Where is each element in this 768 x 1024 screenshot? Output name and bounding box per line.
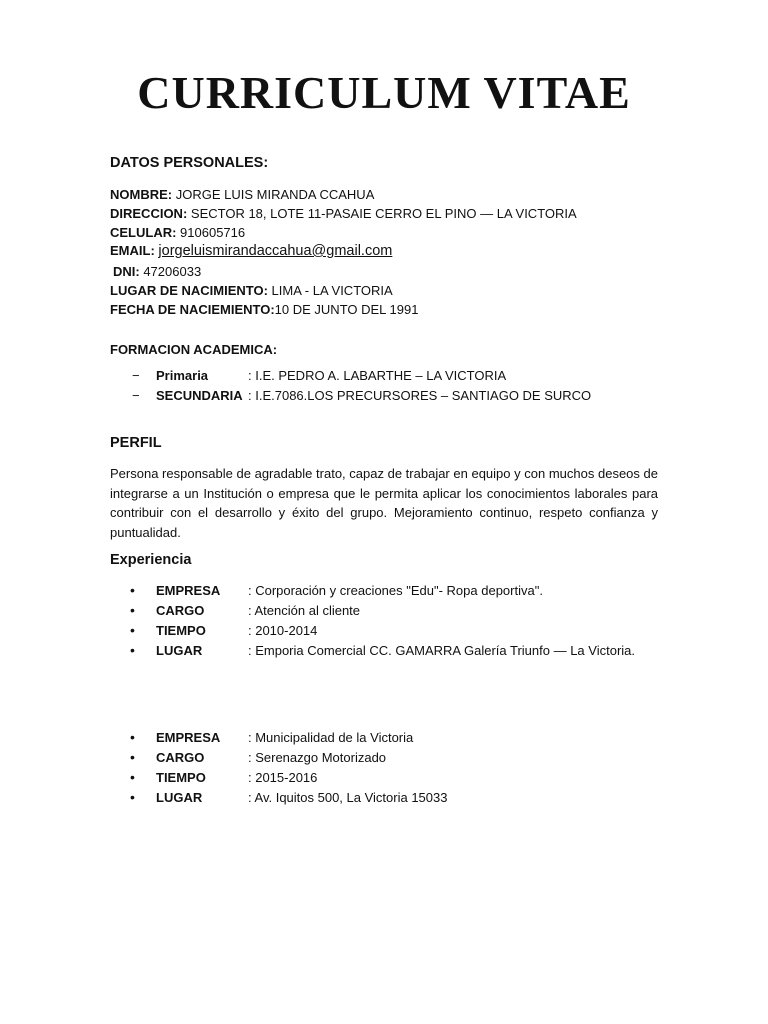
field-value: JORGE LUIS MIRANDA CCAHUA [172, 187, 375, 202]
bullet-marker: • [130, 729, 135, 745]
experience-value: : Av. Iquitos 500, La Victoria 15033 [248, 790, 448, 805]
field-value: SECTOR 18, LOTE 11-PASAIE CERRO EL PINO — LA VICTORIA [187, 206, 577, 221]
email-link[interactable]: jorgeluismirandaccahua@gmail.com [158, 243, 393, 259]
experience-label: TIEMPO [156, 623, 206, 638]
experience-label: EMPRESA [156, 730, 221, 745]
bullet-marker: • [130, 582, 135, 598]
field-fecha-nacimiento [110, 302, 418, 317]
experience-label: CARGO [156, 750, 205, 765]
experience-value: : Municipalidad de la Victoria [248, 730, 414, 745]
field-label: EMAIL: [110, 243, 155, 258]
experience-value: : Serenazgo Motorizado [248, 750, 387, 765]
dash-marker: − [132, 368, 140, 383]
experience-value: : 2015-2016 [248, 770, 318, 785]
formacion-value: : I.E.7086.LOS PRECURSORES – SANTIAGO DE SURCO [248, 388, 592, 403]
formacion-heading: FORMACION ACADEMICA: [110, 342, 278, 357]
experience-value: : Atención al cliente [248, 603, 361, 618]
experience-label: TIEMPO [156, 770, 206, 785]
field-value: 910605716 [176, 225, 246, 240]
field-label: DIRECCION: [110, 206, 188, 221]
field-lugar-nacimiento [110, 283, 393, 298]
perfil-heading: PERFIL [110, 435, 162, 451]
bullet-marker: • [130, 789, 135, 805]
experience-value: : Corporación y creaciones "Edu"- Ropa deportiva". [248, 583, 543, 598]
dash-marker: − [132, 388, 140, 403]
bullet-marker: • [130, 769, 135, 785]
bullet-marker: • [130, 622, 135, 638]
field-label: FECHA DE NACIEMIENTO: [110, 302, 275, 317]
formacion-label: Primaria [156, 368, 209, 383]
field-value: LIMA - LA VICTORIA [267, 283, 393, 298]
field-dni [113, 264, 201, 279]
experience-label: LUGAR [156, 790, 203, 805]
experience-value: : 2010-2014 [248, 623, 318, 638]
experience-label: LUGAR [156, 643, 203, 658]
datos-personales-heading: DATOS PERSONALES: [110, 155, 269, 171]
field-value: 10 DE JUNTO DEL 1991 [274, 302, 419, 317]
field-celular [110, 225, 245, 240]
experience-label: CARGO [156, 603, 205, 618]
field-value: 47206033 [139, 264, 202, 279]
field-direccion [110, 206, 577, 221]
experience-label: EMPRESA [156, 583, 221, 598]
formacion-label: SECUNDARIA [156, 388, 243, 403]
field-label: DNI: [113, 264, 140, 279]
bullet-marker: • [130, 642, 135, 658]
bullet-marker: • [130, 749, 135, 765]
field-email [110, 243, 392, 259]
experience-value: : Emporia Comercial CC. GAMARRA Galería Triunfo — La Victoria. [248, 643, 635, 658]
field-label: LUGAR DE NACIMIENTO: [110, 283, 268, 298]
document-title: CURRICULUM VITAE [137, 67, 631, 118]
bullet-marker: • [130, 602, 135, 618]
perfil-paragraph: Persona responsable de agradable trato, capaz de trabajar en equipo y con muchos deseos de integrarse a un Institución o empresa que le permita aplicar los conocimientos laborales para contribuir con el desarrollo y éxito del grupo. Mejoramiento continuo, respeto confianza y puntualidad. [110, 466, 658, 540]
field-label: NOMBRE: [110, 187, 173, 202]
field-label: CELULAR: [110, 225, 177, 240]
experiencia-heading: Experiencia [110, 552, 192, 568]
field-nombre [110, 187, 374, 202]
formacion-value: : I.E. PEDRO A. LABARTHE – LA VICTORIA [248, 368, 507, 383]
